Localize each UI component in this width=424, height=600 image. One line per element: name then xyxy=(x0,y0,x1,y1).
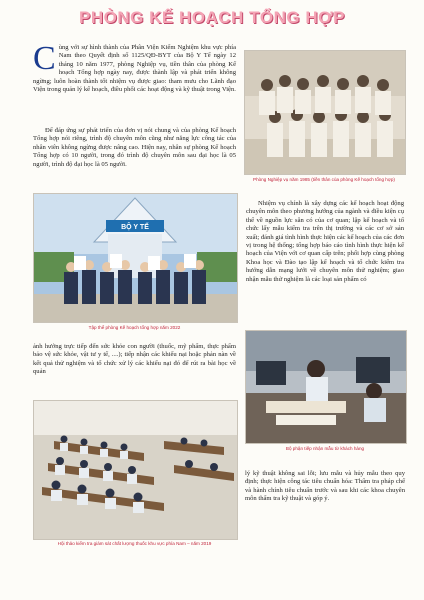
building-sign-text: BỘ Y TẾ xyxy=(121,224,149,231)
drop-cap: C xyxy=(33,40,56,77)
caption-photo-2022: Tập thể phòng Kế hoạch tổng hợp năm 2022 xyxy=(88,325,181,330)
page-title: PHÒNG KẾ HOẠCH TỔNG HỢP xyxy=(79,8,345,27)
closing-paragraph: lý kỹ thuật không sai lỗi; lưu mẫu và hủy mẫu theo quy định; thực hiện công tác tiêu chuẩn hóa: Thẩm tra pháp chế và hành chính tiêu chuẩn trước và sau khi các khoa chuyên môn thẩm tra kỹ thuật và góp ý. xyxy=(245,470,405,503)
continuation-paragraph: ảnh hưởng trực tiếp đến sức khỏe con người (thuốc, mỹ phẩm, thực phẩm bảo vệ sức khỏe, vật tư y tế, ....); tiếp nhận các khiếu nại hoặc phản nàn về kết quả thử nghiệm và tổ chức xử lý các khiếu nại đó để rút ra bài học về quản xyxy=(33,343,236,376)
intro-text: ùng với sự hình thành của Phân Viện Kiểm Nghiệm khu vực phía Nam theo Quyết định số 1125/QĐ-BYT của Bộ Y Tế ngày 12 tháng 10 năm 1977, phòng Nghiệp vụ, tiền thân của phòng Kế hoạch Tổng hợp ngày nay, được thành lập và phát triển không ngừng; luôn hoàn thành tốt nhiệm vụ được giao: tham mưu cho Lãnh đạo Viện trong quản lý kế hoạch, điều phối các hoạt động và kỹ thuật trong Viện. xyxy=(33,44,236,94)
caption-photo-reception: Bộ phận tiếp nhận mẫu từ khách hàng xyxy=(285,446,365,451)
second-paragraph: Để đáp ứng sự phát triển của đơn vị nói chung và của phòng Kế hoạch Tổng hợp nói riêng, trình độ chuyên môn cũng như năng lực công tác của nhân viên không ngừng được nâng cao. Hiện nay, nhân sự phòng Kế hoạch Tổng hợp có 10 người, trong đó trình độ chuyên môn sau đại học là 05 người, trình độ đại học là 05 người. xyxy=(33,127,236,168)
caption-photo-workshop: Hội thảo kiểm tra giám sát chất lượng thuốc khu vực phía Nam – năm 2019 xyxy=(57,541,212,546)
photo-2022-group xyxy=(33,193,238,323)
caption-photo-1985: Phòng Nghiệp vụ năm 1985 (tiền thân của phòng Kế hoạch tổng hợp) xyxy=(253,177,395,182)
photo-2019-workshop xyxy=(33,400,238,540)
photo-1985-group xyxy=(244,50,406,175)
photo-1985-image xyxy=(245,51,405,174)
intro-paragraph xyxy=(33,40,236,94)
photo-workshop-image xyxy=(34,401,237,539)
photo-sample-reception xyxy=(245,330,407,444)
duties-paragraph: Nhiệm vụ chính là xây dựng các kế hoạch hoạt động chuyên môn theo phương hướng của ngành và điều kiện cụ thể về nguồn lực sẵn có của cơ quan; lập kế hoạch và tổ chức lấy mẫu kiểm tra trên thị trường và các cơ sở sản xuất; đánh giá tình hình thực hiện các kế hoạch của các đơn vị trong hệ thống; tổng hợp báo cáo tình hình thực hiện kế hoạch của Viện với cơ quan cấp trên; phối hợp cùng phòng Khoa học và Đào tạo lập kế hoạch và tổ chức kiểm tra hướng dẫn mạng lưới về chuyên môn thử nghiệm; giao nhận mẫu thử nghiệm là các loại sản phẩm có xyxy=(246,200,404,283)
photo-reception-image xyxy=(246,331,406,443)
photo-2022-image xyxy=(34,194,237,322)
